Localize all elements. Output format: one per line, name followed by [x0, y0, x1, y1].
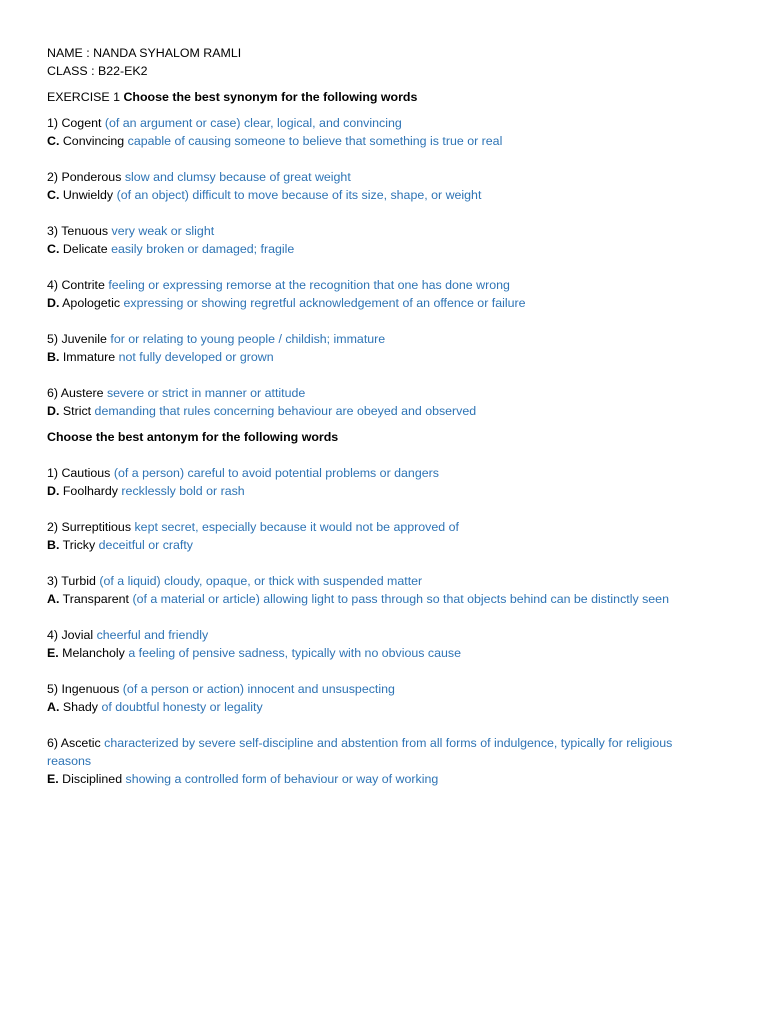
answer-definition: a feeling of pensive sadness, typically with no obvious cause: [128, 646, 461, 660]
answer-letter: E.: [47, 646, 59, 660]
question-definition: for or relating to young people / childish; immature: [110, 332, 386, 346]
answer-letter: A.: [47, 700, 60, 714]
synonym-question: [47, 114, 720, 132]
question-definition: (of a liquid) cloudy, opaque, or thick with suspended matter: [99, 574, 423, 588]
question-word: 5) Ingenuous: [47, 682, 120, 696]
antonym-section-title: Choose the best antonym for the following words: [47, 430, 339, 444]
synonym-answer: [47, 402, 720, 420]
antonym-answer: [47, 482, 720, 500]
question-definition: feeling or expressing remorse at the recognition that one has done wrong: [108, 278, 510, 292]
question-definition: (of an argument or case) clear, logical, and convincing: [104, 116, 402, 130]
antonym-answer: [47, 644, 720, 662]
antonym-question: [47, 734, 715, 770]
answer-word: Tricky: [62, 538, 96, 552]
answer-definition: easily broken or damaged; fragile: [111, 242, 295, 256]
antonym-question: [47, 572, 720, 590]
answer-word: Strict: [62, 404, 92, 418]
answer-word: Convincing: [62, 134, 125, 148]
answer-word: Disciplined: [62, 772, 123, 786]
question-definition: (of a person) careful to avoid potential problems or dangers: [113, 466, 439, 480]
answer-letter: C.: [47, 242, 60, 256]
antonym-answer: [47, 770, 720, 788]
answer-definition: recklessly bold or rash: [121, 484, 245, 498]
synonym-instruction: Choose the best synonym for the following words: [123, 90, 418, 104]
synonym-answer: [47, 348, 720, 366]
answer-word: Delicate: [62, 242, 108, 256]
answer-definition: capable of causing someone to believe that something is true or real: [127, 134, 503, 148]
answer-word: Unwieldy: [62, 188, 114, 202]
antonym-question: [47, 518, 720, 536]
question-word: 2) Ponderous: [47, 170, 122, 184]
synonym-question: [47, 330, 720, 348]
synonym-answer: [47, 186, 720, 204]
question-definition: slow and clumsy because of great weight: [124, 170, 351, 184]
answer-word: Shady: [62, 700, 98, 714]
question-word: 5) Juvenile: [47, 332, 107, 346]
question-definition: cheerful and friendly: [96, 628, 209, 642]
answer-letter: D.: [47, 296, 60, 310]
question-word: 4) Contrite: [47, 278, 105, 292]
answer-definition: demanding that rules concerning behaviour are obeyed and observed: [94, 404, 477, 418]
exercise-label: EXERCISE 1: [47, 90, 124, 104]
answer-definition: (of an object) difficult to move because of its size, shape, or weight: [116, 188, 482, 202]
answer-letter: D.: [47, 404, 60, 418]
student-class: CLASS : B22-EK2: [47, 64, 148, 78]
answer-definition: (of a material or article) allowing light to pass through so that objects behind can be distinctly seen: [132, 592, 669, 606]
answer-letter: C.: [47, 134, 60, 148]
antonym-question: [47, 464, 720, 482]
answer-word: Immature: [62, 350, 116, 364]
question-word: 3) Turbid: [47, 574, 96, 588]
answer-definition: of doubtful honesty or legality: [101, 700, 263, 714]
synonym-answer: [47, 240, 720, 258]
question-definition: characterized by severe self-discipline and abstention from all forms of indulgence, typically for religious reasons: [47, 736, 673, 768]
question-definition: very weak or slight: [111, 224, 215, 238]
synonym-question: [47, 276, 720, 294]
answer-letter: D.: [47, 484, 60, 498]
question-word: 6) Ascetic: [47, 736, 101, 750]
answer-letter: B.: [47, 538, 60, 552]
answer-word: Melancholy: [62, 646, 125, 660]
answer-word: Foolhardy: [62, 484, 118, 498]
synonym-question: [47, 222, 720, 240]
antonym-answer: [47, 590, 715, 608]
question-word: 2) Surreptitious: [47, 520, 132, 534]
question-definition: severe or strict in manner or attitude: [106, 386, 306, 400]
synonym-section-title: [47, 88, 720, 106]
answer-word: Transparent: [62, 592, 129, 606]
answer-letter: B.: [47, 350, 60, 364]
answer-letter: E.: [47, 772, 59, 786]
synonym-answer: [47, 294, 720, 312]
antonym-answer: [47, 536, 720, 554]
synonym-answer: [47, 132, 720, 150]
question-definition: kept secret, especially because it would not be approved of: [134, 520, 459, 534]
question-word: 1) Cautious: [47, 466, 111, 480]
answer-letter: A.: [47, 592, 60, 606]
antonym-question: [47, 626, 720, 644]
synonym-question: [47, 168, 720, 186]
answer-word: Apologetic: [62, 296, 121, 310]
question-word: 6) Austere: [47, 386, 104, 400]
answer-definition: expressing or showing regretful acknowledgement of an offence or failure: [123, 296, 526, 310]
antonym-answer: [47, 698, 720, 716]
question-word: 3) Tenuous: [47, 224, 109, 238]
answer-definition: deceitful or crafty: [98, 538, 194, 552]
student-name: NAME : NANDA SYHALOM RAMLI: [47, 46, 242, 60]
answer-definition: showing a controlled form of behaviour or way of working: [125, 772, 439, 786]
question-word: 4) Jovial: [47, 628, 94, 642]
question-definition: (of a person or action) innocent and unsuspecting: [122, 682, 395, 696]
question-word: 1) Cogent: [47, 116, 102, 130]
answer-letter: C.: [47, 188, 60, 202]
antonym-question: [47, 680, 720, 698]
synonym-question: [47, 384, 720, 402]
answer-definition: not fully developed or grown: [118, 350, 274, 364]
